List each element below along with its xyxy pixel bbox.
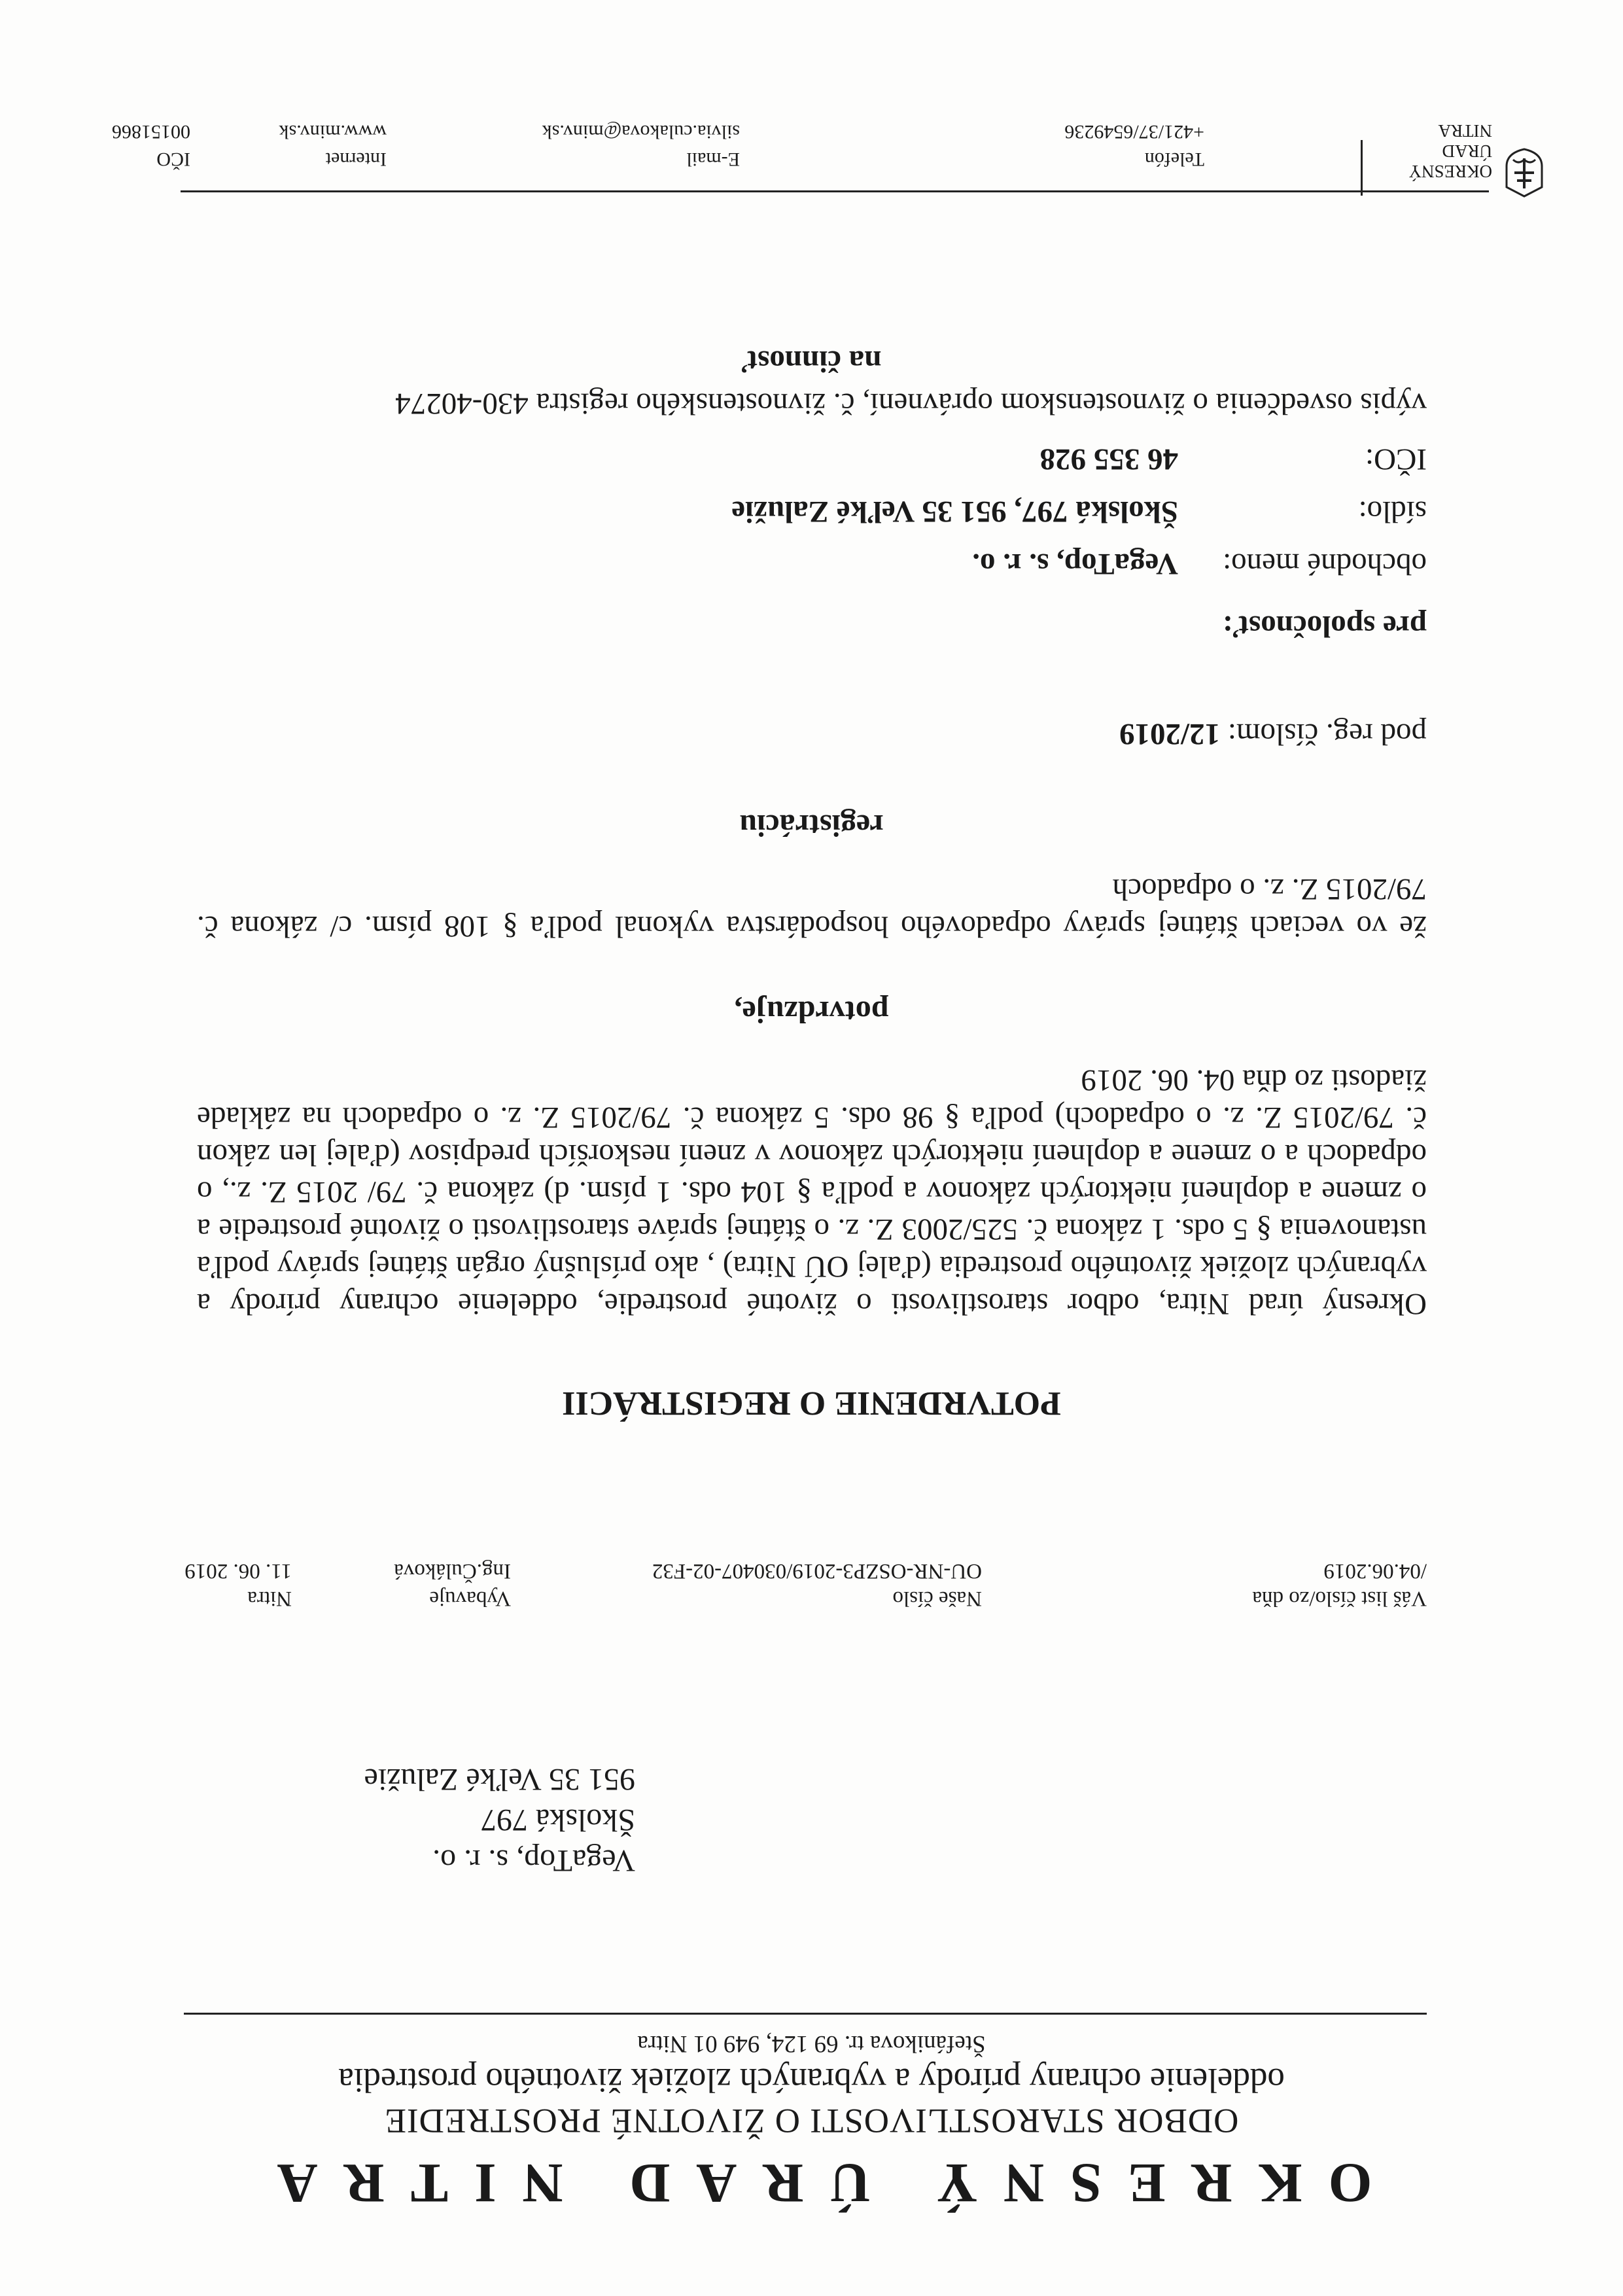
footer-email bbox=[542, 118, 740, 173]
ref-handled-value: Ing.Čuláková bbox=[394, 1559, 511, 1583]
ref-place-date bbox=[184, 1557, 292, 1612]
footer-web-label: Internet bbox=[325, 149, 387, 170]
intro-paragraph: Okresný úrad Nitra, odbor starostlivosti o životné prostredie, oddelenie ochrany prírody a vybraných zložiek životného prostredia (ďalej OÚ Nitra) , ako príslušný orgán štátnej správy podľa ustanovenia § 5 ods. 1 zákona č. 525/2003 Z. z. o štátnej správe starostlivosti o životné prostredie a o zmene a doplnení niektorých zákonov a podľa § 104 ods. 1 písm. d) zákona č. 79/ 2015 Z. z., o odpadoch a o zmene a doplnení niektorých zákonov v znení neskorších predpisov (ďalej len zákon č. 79/2015 Z. z. o odpadoch) podľa § 98 ods. 5 zákona č. 79/2015 Z. z. o odpadoch na základe žiadosti zo dňa 04. 06. 2019 bbox=[197, 1063, 1427, 1321]
ref-place: Nitra bbox=[247, 1587, 292, 1610]
for-company-heading: pre spoločnosť: bbox=[1222, 609, 1427, 643]
ref-handled-by bbox=[394, 1557, 511, 1612]
ref-your-letter-label: Váš list číslo/zo dňa bbox=[1252, 1587, 1427, 1610]
footer-office-line-1: OKRESNÝ bbox=[1408, 162, 1492, 181]
confirms-heading: potvrdzuje, bbox=[734, 995, 889, 1029]
footer-web-value: www.minv.sk bbox=[279, 121, 387, 143]
company-name-label: obchodné meno: bbox=[1223, 547, 1427, 581]
ref-your-letter-value: /04.06.2019 bbox=[1323, 1559, 1427, 1583]
reg-number-value: 12/2019 bbox=[1119, 717, 1221, 751]
footer-phone-label: Telefón bbox=[1144, 149, 1204, 170]
ref-date: 11. 06. 2019 bbox=[184, 1559, 292, 1583]
footer-ico-value: 00151866 bbox=[112, 121, 190, 143]
footer-office-line-2: ÚRAD bbox=[1442, 141, 1492, 161]
footer-ico bbox=[112, 118, 190, 173]
subdepartment-name: oddelenie ochrany prírody a vybraných zložiek životného prostredia bbox=[338, 2061, 1285, 2099]
footer-office-line-3: NITRA bbox=[1438, 121, 1492, 141]
footer-web bbox=[279, 118, 387, 173]
ref-our-number-value: OU-NR-OSZP3-2019/030407-02-F32 bbox=[652, 1559, 982, 1583]
footer-email-label: E-mail bbox=[686, 149, 740, 170]
reg-number-label: pod reg. číslom: bbox=[1227, 717, 1427, 751]
trade-license-line: výpis osvedčenia o živnostenskom oprávnení, č. živnostenského registra 430-40274 bbox=[395, 387, 1427, 421]
header-divider bbox=[184, 2013, 1427, 2015]
statement-paragraph: že vo veciach štátnej správy odpadového hospodárstva vykonal podľa § 108 písm. c/ zákona č. 79/2015 Z. z. o odpadoch bbox=[197, 872, 1427, 944]
ref-handled-label: Vybavuje bbox=[429, 1587, 511, 1610]
document-title: POTVRDENIE O REGISTRÁCII bbox=[562, 1385, 1061, 1422]
footer-office-name bbox=[1408, 120, 1492, 181]
footer-ico-label: IČO bbox=[156, 149, 190, 170]
ref-our-number bbox=[652, 1557, 982, 1612]
department-name: ODBOR STAROSTLIVOSTI O ŽIVOTNÉ PROSTREDIE bbox=[384, 2102, 1239, 2140]
company-seat-label: sídlo: bbox=[1358, 495, 1427, 529]
footer-email-value: silvia.culakova@minv.sk bbox=[542, 121, 740, 143]
footer-phone-value: +421/37/6549236 bbox=[1064, 121, 1204, 143]
registration-heading: registráciu bbox=[739, 808, 884, 843]
footer-vertical-divider bbox=[1361, 140, 1363, 196]
registration-number-line bbox=[1119, 716, 1427, 752]
recipient-name: VegaTop, s. r. o. bbox=[432, 1843, 635, 1878]
footer-phone bbox=[1064, 118, 1204, 173]
company-ico-value: 46 355 928 bbox=[1039, 442, 1178, 476]
office-address: Štefánikova tr. 69 124, 949 01 Nitra bbox=[637, 2030, 986, 2057]
recipient-street: Školská 797 bbox=[480, 1803, 635, 1837]
ref-our-number-label: Naše číslo bbox=[892, 1587, 982, 1610]
company-ico-label: IČO: bbox=[1365, 442, 1427, 476]
recipient-address bbox=[364, 1759, 636, 1881]
recipient-city: 951 35 Veľké Zalužie bbox=[364, 1762, 635, 1797]
company-name-value: VegaTop, s. r. o. bbox=[972, 547, 1178, 581]
ref-your-letter bbox=[1252, 1557, 1427, 1612]
coat-of-arms-icon bbox=[1504, 147, 1544, 199]
activity-line: na činnosť bbox=[741, 344, 882, 378]
footer-divider bbox=[181, 190, 1489, 192]
company-seat-value: Školská 797, 951 35 Veľké Zalužie bbox=[731, 495, 1178, 529]
office-title: OKRESNÝ ÚRAD NITRA bbox=[251, 2152, 1372, 2215]
